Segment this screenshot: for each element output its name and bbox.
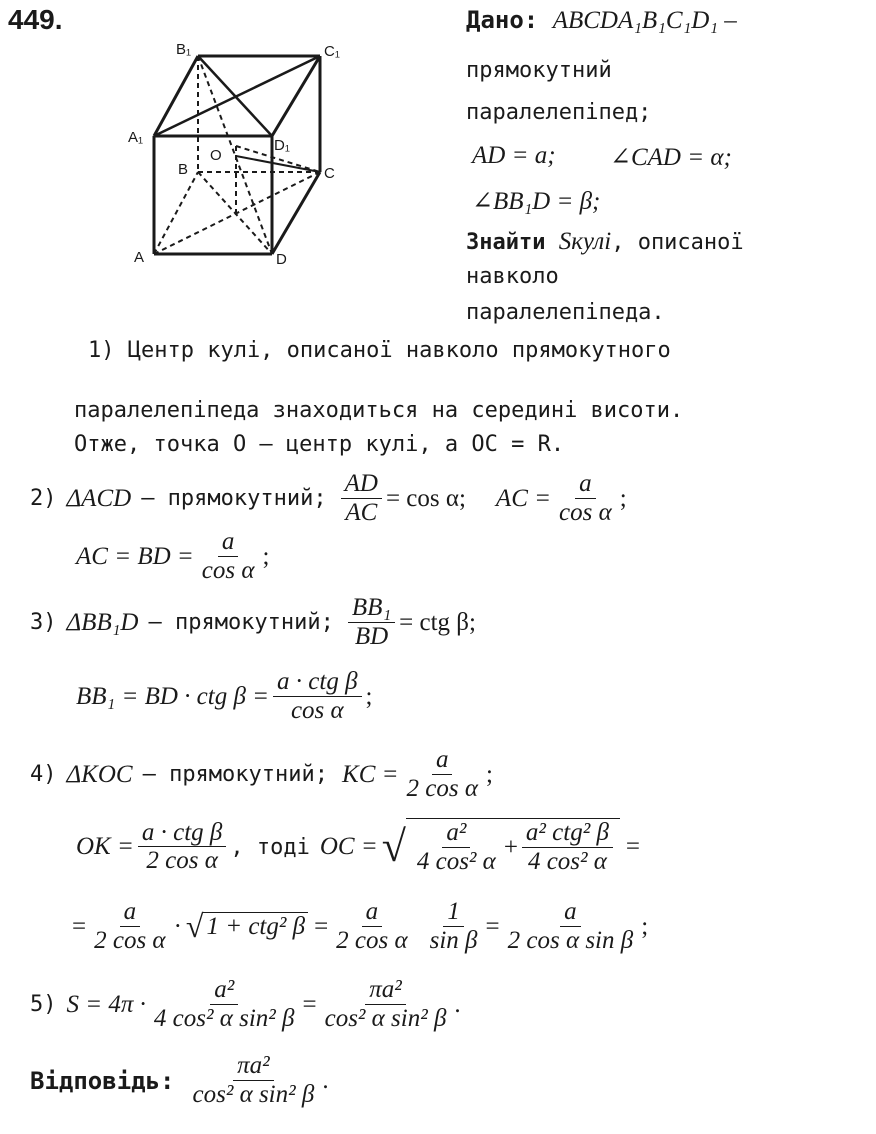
- answer-period: .: [322, 1066, 329, 1094]
- given-line1: [466, 6, 737, 35]
- step5-f2-num: πa²: [365, 976, 406, 1005]
- given-line7: навколо: [466, 264, 559, 289]
- label-c: C: [324, 165, 335, 182]
- step4-r2-den: 4 cos² α: [527, 847, 607, 875]
- step4-line2: [76, 818, 640, 876]
- sqrt-sign-2: √: [185, 908, 204, 945]
- step4-oc: OC =: [319, 833, 378, 861]
- step1-line3: Отже, точка O – центр кулі, а OC = R.: [74, 432, 565, 457]
- step4-l3-f2-num: a: [362, 898, 383, 927]
- sqrt-sign: √: [381, 822, 406, 872]
- step2-line2-fraction: [198, 528, 259, 585]
- step2-triangle: ΔACD: [66, 484, 132, 512]
- dot-operator: ·: [173, 912, 182, 940]
- step4-l3-f4: [504, 898, 638, 955]
- step3-triangle: ΔBB₁D: [66, 608, 139, 636]
- step4-todi: , тоді: [230, 834, 310, 860]
- label-d1: D₁: [274, 137, 290, 154]
- step2-eq1: = cos α;: [385, 484, 466, 512]
- step4-l3-semicolon: ;: [641, 912, 649, 940]
- step4-kc: KC =: [342, 760, 399, 788]
- step5-lhs: S = 4π ·: [66, 990, 146, 1018]
- step5-period: .: [454, 990, 461, 1018]
- step2-semicolon: ;: [619, 484, 627, 512]
- step4-ok: OK =: [76, 833, 134, 861]
- step4-number: 4): [30, 762, 57, 788]
- step4-plus: +: [503, 833, 518, 861]
- edge-a1b1: [154, 56, 198, 136]
- step4-l3-eq2: =: [314, 912, 329, 940]
- find-symbol: Sкулі: [558, 228, 612, 255]
- step2-fraction1: [341, 470, 382, 527]
- step4-kc-fraction: [403, 746, 482, 803]
- find-rest: , описаної: [611, 230, 744, 255]
- step5-line: [30, 976, 461, 1033]
- step3-line2-lhs: BB₁ = BD · ctg β =: [76, 682, 270, 710]
- given-label: Дано:: [466, 6, 539, 34]
- step3-line2-den: cos α: [290, 696, 344, 724]
- step4-r1-den: 4 cos² α: [416, 847, 496, 875]
- step4-l3-f4-den: 2 cos α sin β: [507, 926, 634, 954]
- step4-semicolon: ;: [485, 760, 493, 788]
- step5-f1-num: a²: [210, 976, 238, 1005]
- step5-f1-den: 4 cos² α sin² β: [153, 1004, 295, 1032]
- hidden-ab: [154, 172, 198, 254]
- step5-f1: [150, 976, 299, 1033]
- answer-fraction: [189, 1052, 319, 1109]
- step4-r2-num: a² ctg² β: [522, 819, 613, 848]
- step4-l3-f2: [332, 898, 411, 955]
- step4-l3-f3-num: 1: [443, 898, 464, 927]
- step3-text: – прямокутний;: [148, 610, 334, 636]
- step4-l3-rad: 1 + ctg² β: [203, 912, 308, 941]
- answer-line: [30, 1052, 329, 1109]
- step5-number: 5): [30, 992, 57, 1018]
- step2-ac: AC =: [495, 484, 551, 512]
- step2-line2: [76, 528, 269, 585]
- diag-b1d1: [198, 56, 272, 136]
- step4-l3-eq3: =: [485, 912, 500, 940]
- given-cond1: AD = a;: [472, 142, 556, 169]
- step4-ok-fraction: [138, 819, 227, 876]
- edge-cd: [272, 172, 320, 254]
- step4-l3-f1-num: a: [120, 898, 141, 927]
- label-b: B: [178, 161, 189, 178]
- step4-l3-f3-den: sin β: [429, 926, 478, 954]
- step4-text: – прямокутний;: [142, 762, 329, 788]
- step4-kc-den: 2 cos α: [406, 774, 478, 802]
- step5-f2: [321, 976, 451, 1033]
- step2-line2-lhs: AC = BD =: [76, 542, 194, 570]
- step2-f2-den: cos α: [559, 498, 612, 526]
- label-b1: B₁: [176, 41, 192, 58]
- step3-line2-semicolon: ;: [365, 682, 373, 710]
- given-line8: паралелепіпеда.: [466, 300, 665, 325]
- step2-f1-num: AD: [341, 470, 382, 499]
- solid-oc: [236, 156, 320, 172]
- label-d: D: [276, 251, 287, 268]
- step3-fraction: [348, 594, 395, 651]
- step2-line2-num: a: [218, 528, 239, 557]
- step2-fraction2: [555, 470, 616, 527]
- step4-line1: [30, 746, 493, 803]
- step4-l3-f2-den: 2 cos α: [336, 926, 408, 954]
- step4-l3-eq: =: [72, 912, 87, 940]
- step4-l3-f4-num: a: [560, 898, 581, 927]
- step2-f1-den: AC: [345, 498, 378, 526]
- step4-l3-f1-den: 2 cos α: [94, 926, 166, 954]
- step4-line3: [72, 898, 648, 955]
- answer-den: cos² α sin² β: [192, 1080, 315, 1108]
- step3-f-den: BD: [354, 622, 389, 650]
- step4-r1-num: a²: [442, 819, 470, 848]
- find-label: Знайти: [466, 230, 546, 255]
- step2-text: – прямокутний;: [141, 486, 327, 512]
- step4-l3-f1: [90, 898, 169, 955]
- step5-eq: =: [302, 990, 317, 1018]
- step3-f-num: BB₁: [348, 594, 395, 623]
- step2-line2-semicolon: ;: [262, 542, 270, 570]
- step3-line2: [76, 668, 373, 725]
- answer-num: πa²: [233, 1052, 274, 1081]
- step3-line2-num: a · ctg β: [273, 668, 362, 697]
- step4-eq: =: [625, 833, 641, 861]
- step3-number: 3): [30, 610, 57, 636]
- given-line3: паралелепіпед;: [466, 100, 652, 125]
- step2-line2-den: cos α: [201, 556, 255, 584]
- given-object: ABCDA₁B₁C₁D₁ –: [552, 7, 737, 34]
- parallelepiped-figure: [128, 36, 348, 268]
- given-cond2: ∠CAD = α;: [610, 144, 732, 171]
- step3-eq: = ctg β;: [399, 608, 476, 636]
- step4-ok-den: 2 cos α: [146, 847, 218, 874]
- given-cond3: ∠BB₁D = β;: [472, 188, 601, 215]
- step3-line2-fraction: [273, 668, 362, 725]
- step3-line1: [30, 594, 476, 651]
- label-a: A: [134, 249, 145, 266]
- step4-r1-fraction: [413, 819, 500, 876]
- step4-triangle: ΔKOC: [66, 760, 133, 788]
- label-o: O: [210, 147, 222, 164]
- step4-l3-f3: [426, 898, 482, 955]
- step2-line1: [30, 470, 627, 527]
- step4-kc-num: a: [432, 746, 453, 775]
- label-c1: C₁: [324, 43, 340, 60]
- step1-line1: 1) Центр кулі, описаної навколо прямокутного: [88, 338, 671, 363]
- given-find: [466, 228, 744, 256]
- label-a1: A₁: [128, 129, 144, 146]
- step1-line2: паралелепіпеда знаходиться на середині висоти.: [74, 398, 684, 423]
- answer-label: Відповідь:: [30, 1066, 175, 1095]
- step4-radicand: [406, 818, 620, 876]
- step5-f2-den: cos² α sin² β: [324, 1004, 447, 1032]
- given-line2: прямокутний: [466, 58, 612, 83]
- step2-number: 2): [30, 486, 57, 512]
- step2-f2-num: a: [575, 470, 596, 499]
- step4-ok-num: a · ctg β: [138, 819, 227, 848]
- step4-r2-fraction: [522, 819, 613, 876]
- problem-number: 449.: [8, 4, 63, 35]
